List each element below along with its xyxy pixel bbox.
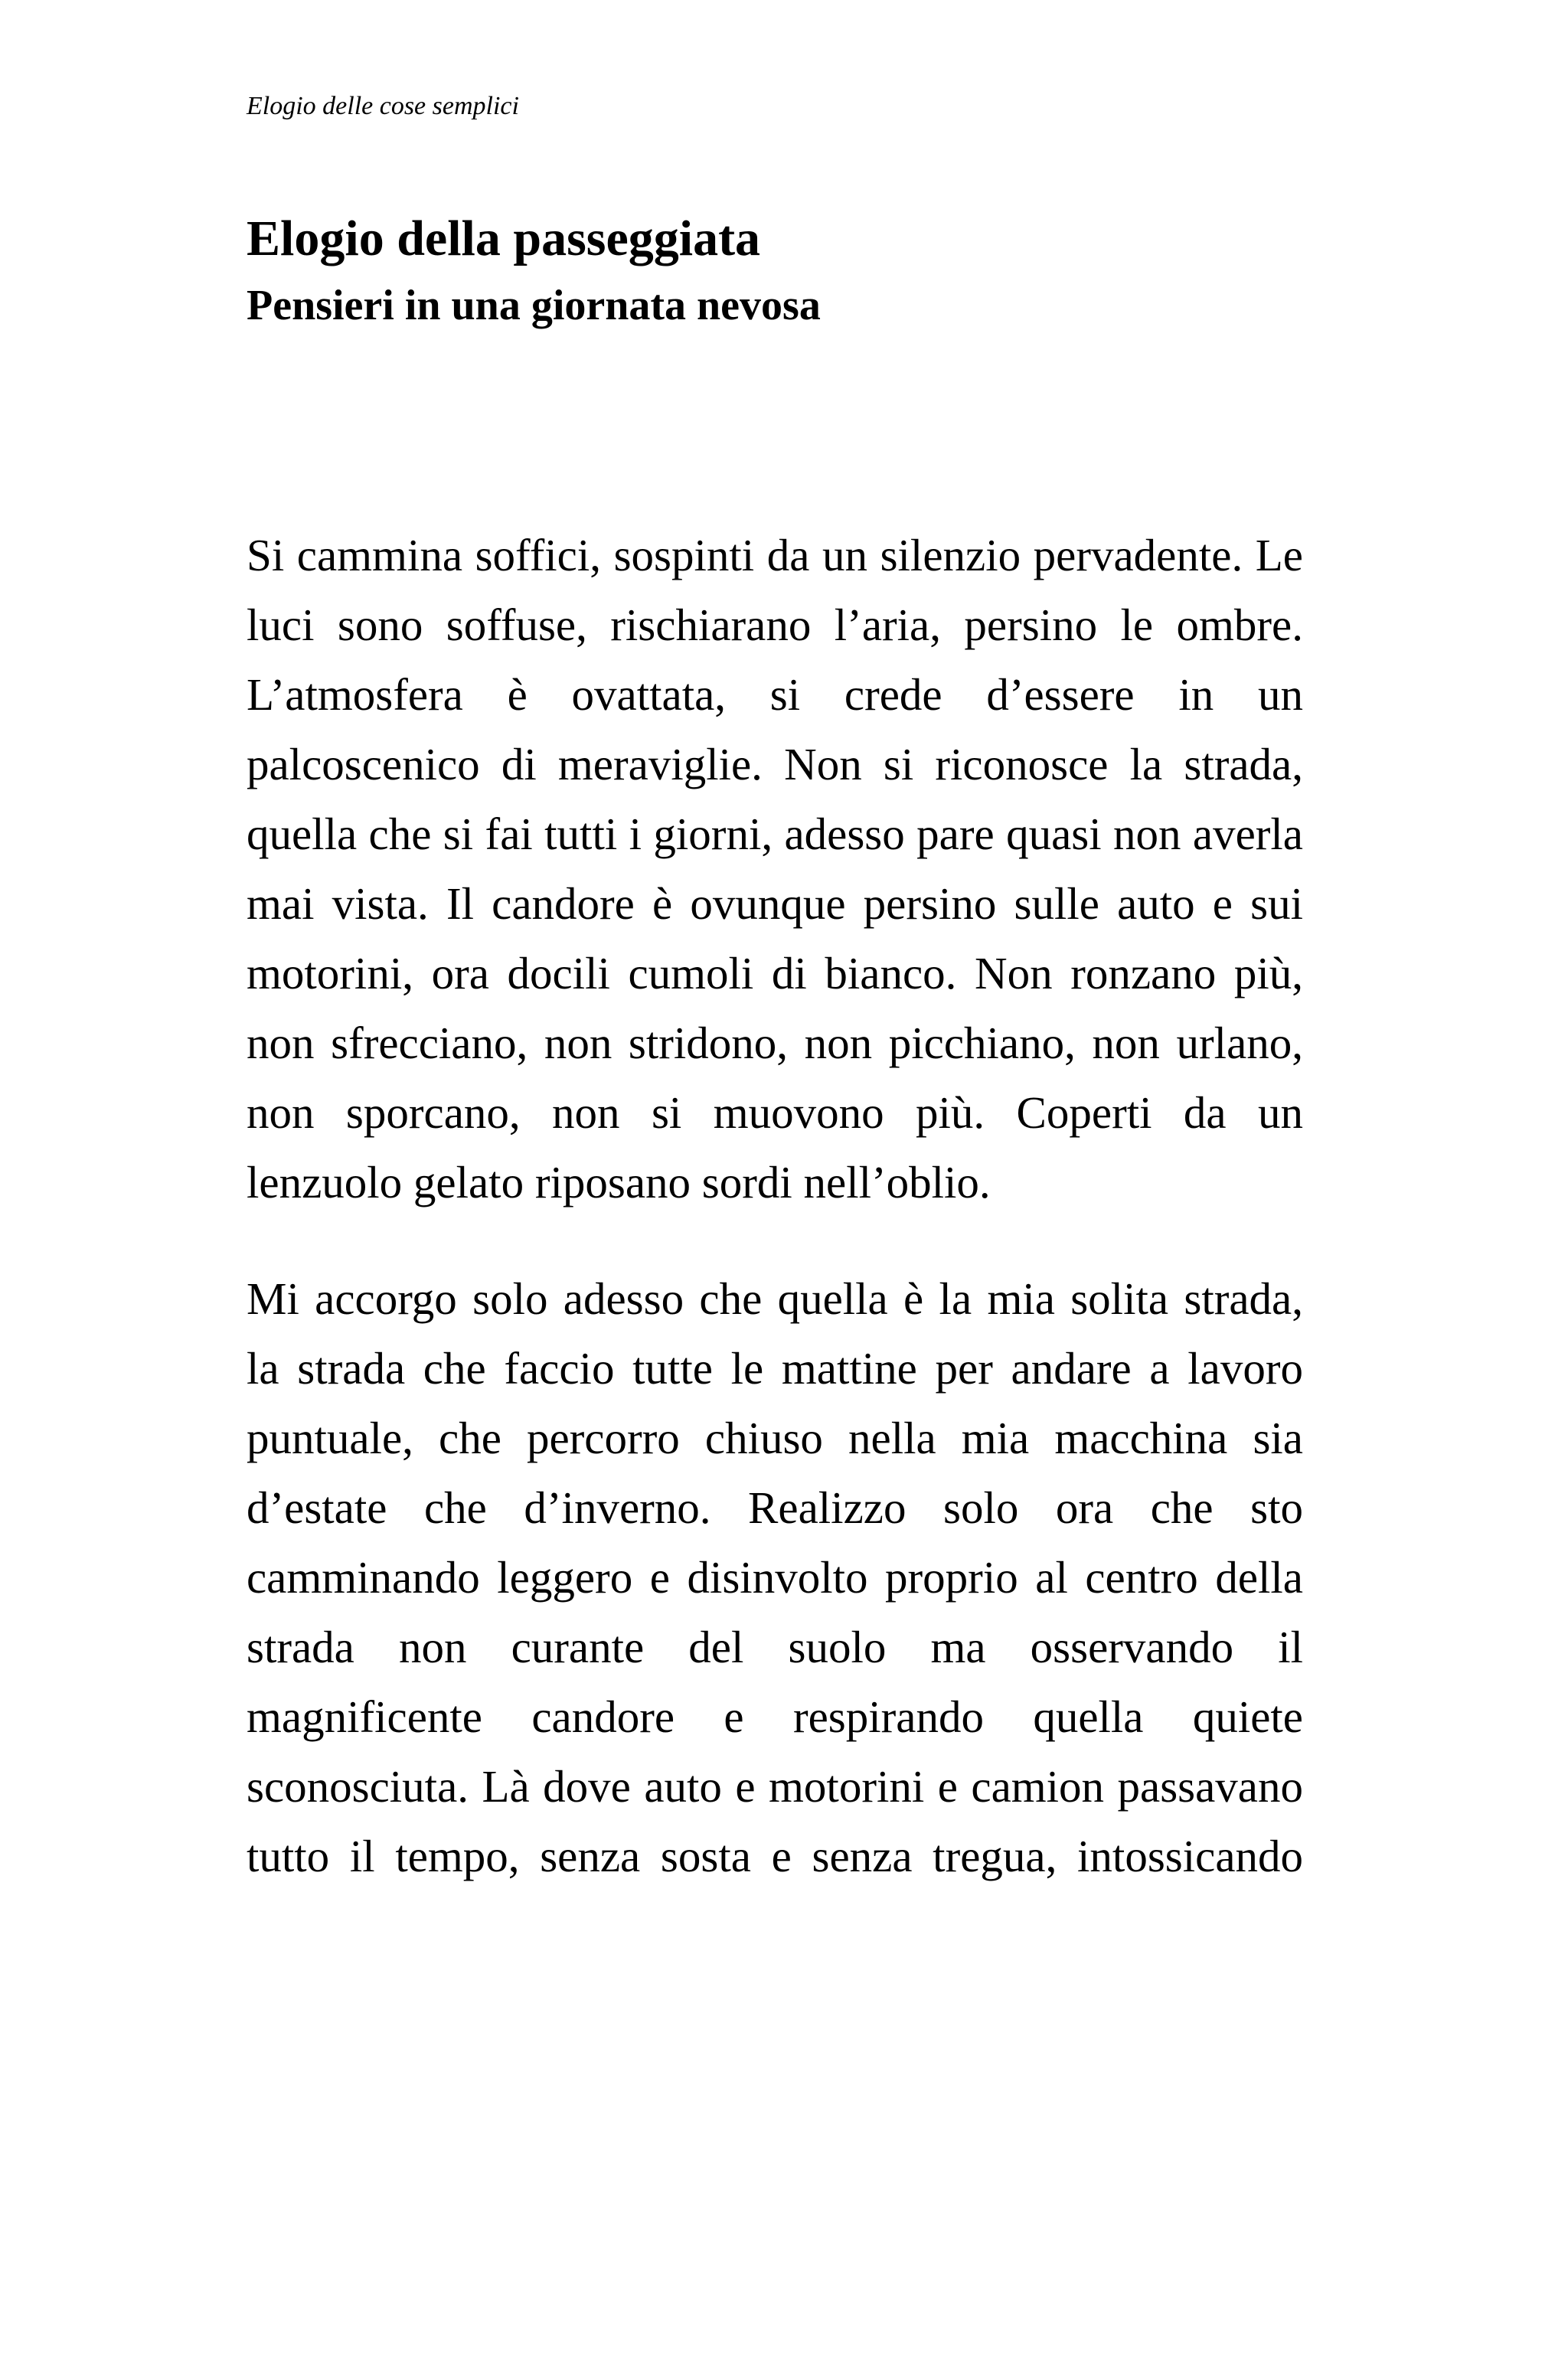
body-paragraph: Si cammina soffici, sospinti da un silenzio pervadente. Le luci sono soffuse, rischiarano l’aria, persino le ombre. L’atmosfera è ovattata, si crede d’essere in un palcoscenico di meraviglie. Non si riconosce la strada, quella che si fai tutti i giorni, adesso pare quasi non averla mai vista. Il candore è ovunque persino sulle auto e sui motorini, ora docili cumoli di bianco. Non ronzano più, non sfrecciano, non stridono, non picchiano, non urlano, non sporcano, non si muovono più. Coperti da un lenzuolo gelato riposano sordi nell’oblio. — [247, 530, 1303, 1208]
running-header: Elogio delle cose semplici — [247, 92, 519, 120]
chapter-title: Elogio della passeggiata — [247, 211, 761, 266]
body-text — [247, 521, 1303, 1891]
body-paragraph: Mi accorgo solo adesso che quella è la mia solita strada, la strada che faccio tutte le mattine per andare a lavoro puntuale, che percorro chiuso nella mia macchina sia d’estate che d’inverno. Realizzo solo ora che sto camminando leggero e disinvolto proprio al centro della strada non curante del suolo ma osservando il magnificente candore e respirando quella quiete sconosciuta. Là dove auto e motorini e camion passavano tutto il tempo, senza sosta e senza tregua, intossicando — [247, 1273, 1303, 1881]
chapter-subtitle: Pensieri in una giornata nevosa — [247, 282, 821, 329]
